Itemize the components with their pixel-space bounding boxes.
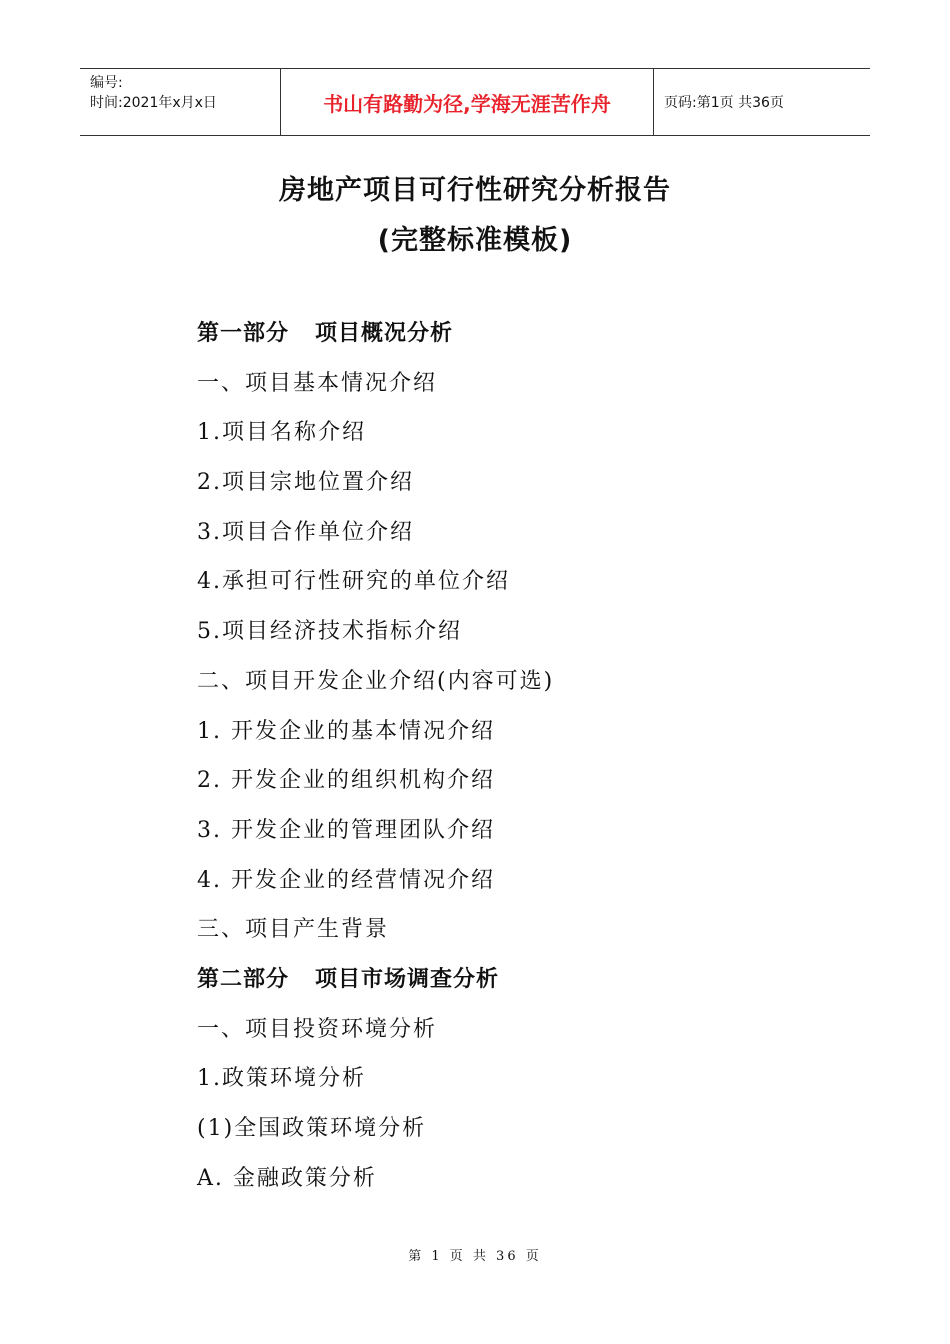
outline-item: 2.项目宗地位置介绍 [197, 470, 414, 496]
outline-item: 3. 开发企业的管理团队介绍 [197, 817, 495, 843]
outline-item: 2. 开发企业的组织机构介绍 [197, 768, 495, 794]
outline-item: 二、项目开发企业介绍(内容可选) [197, 668, 555, 694]
outline-item: 5.项目经济技术指标介绍 [197, 619, 462, 645]
outline-item: A. 金融政策分析 [197, 1165, 377, 1191]
header-motto: 书山有路勤为径,学海无涯苦作舟 [281, 69, 654, 135]
section-heading: 第一部分 项目概况分析 [197, 321, 453, 346]
outline-item: 1.项目名称介绍 [197, 420, 366, 446]
document-title: 房地产项目可行性研究分析报告 [279, 175, 671, 206]
document-number-label: 编号: [90, 75, 123, 91]
header-meta [80, 69, 281, 135]
outline-item: 1.政策环境分析 [197, 1066, 366, 1092]
header-page-info: 页码:第1页 共36页 [664, 95, 784, 111]
outline-item: 一、项目基本情况介绍 [197, 370, 438, 396]
outline-item: 1. 开发企业的基本情况介绍 [197, 718, 495, 744]
outline-item: (1)全国政策环境分析 [197, 1116, 427, 1141]
outline-item: 4. 开发企业的经营情况介绍 [197, 867, 495, 893]
document-time-label: 时间:2021年x月x日 [90, 95, 217, 111]
outline-item: 4.承担可行性研究的单位介绍 [197, 569, 510, 595]
document-subtitle: (完整标准模板) [377, 225, 573, 256]
section-heading: 第二部分 项目市场调查分析 [197, 966, 499, 992]
outline-item: 一、项目投资环境分析 [197, 1016, 438, 1042]
page-footer: 第 1 页 共 36 页 [408, 1249, 542, 1264]
outline-item: 三、项目产生背景 [197, 917, 390, 943]
page-header [80, 68, 870, 136]
outline-item: 3.项目合作单位介绍 [197, 519, 414, 545]
document-body [197, 314, 837, 1208]
